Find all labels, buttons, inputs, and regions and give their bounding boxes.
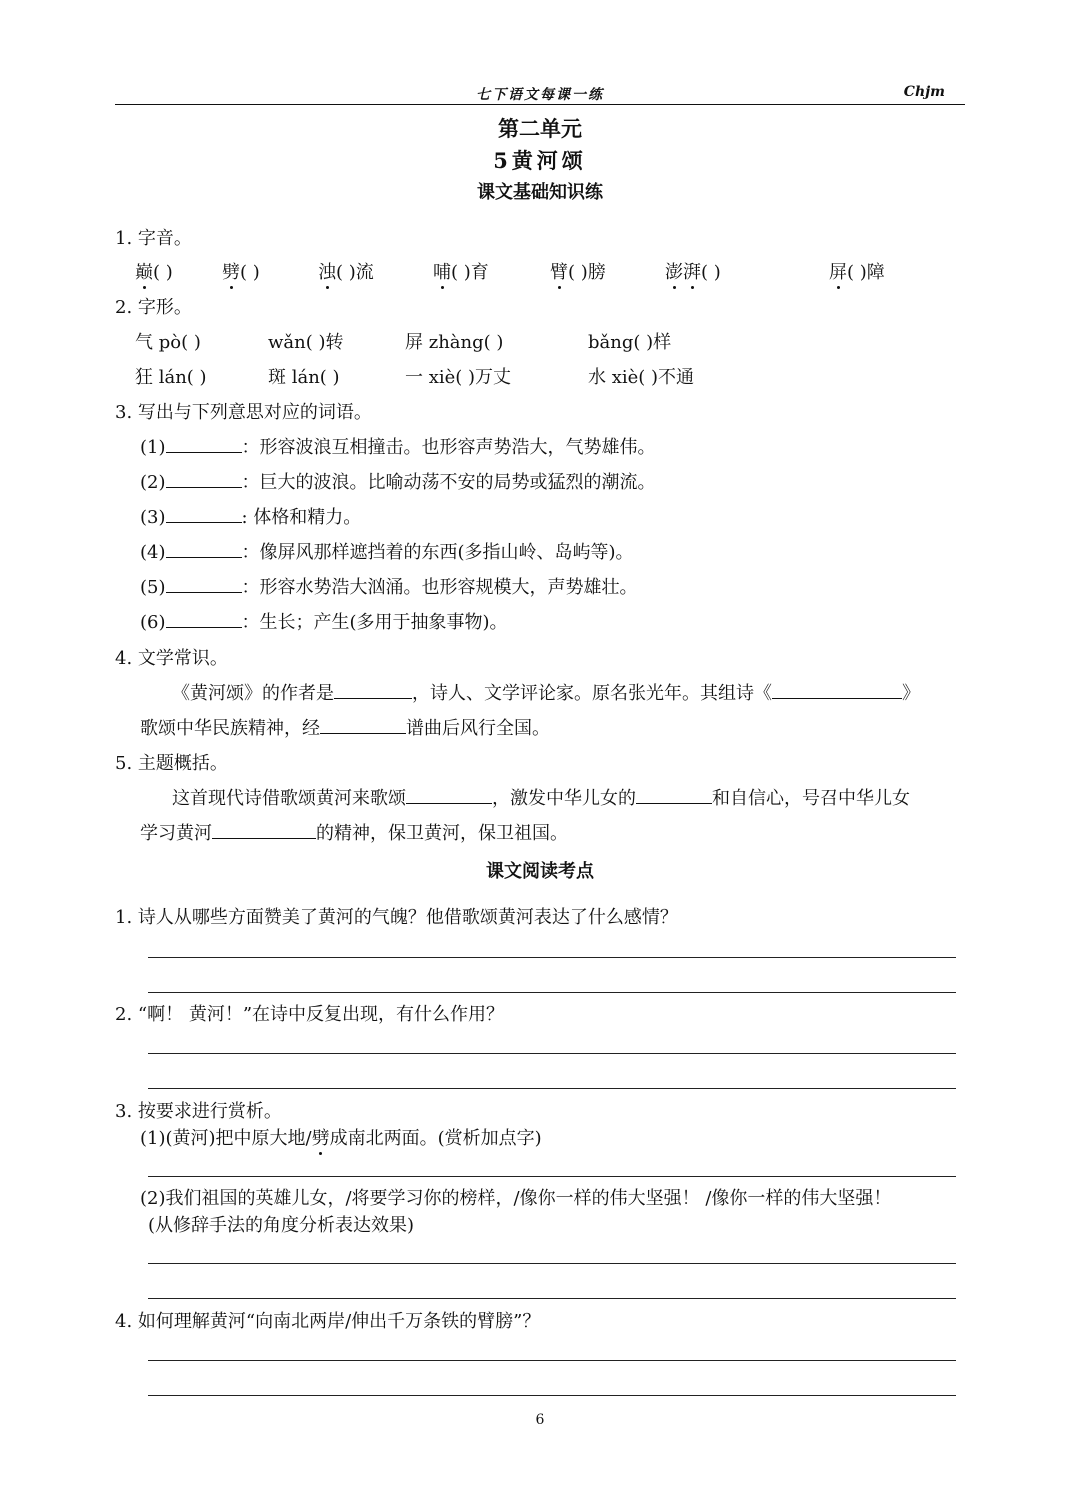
q4-line-2: 歌颂中华民族精神，经 谱曲后风行全国。 — [140, 718, 550, 739]
reading-q3-sub2: (2)我们祖国的英雄儿女，/将要学习你的榜样，/像你一样的伟大坚强！ /像你一样的伟大坚强！ — [140, 1188, 892, 1209]
q2-row2-item-3: 一 xiè( )万丈 — [405, 367, 512, 388]
reading-q1: 1. 诗人从哪些方面赞美了黄河的气魄？他借歌颂黄河表达了什么感情？ — [115, 907, 678, 928]
q3-item-3: (3) : 体格和精力。 — [140, 507, 362, 528]
reading-q4: 4. 如何理解黄河“向南北两岸/伸出千万条铁的臂膀”？ — [115, 1311, 541, 1332]
answer-line[interactable] — [148, 992, 956, 993]
q1-item-5: 臂( )膀 — [550, 262, 606, 283]
q1-item-1: 巅( ) — [135, 262, 173, 283]
q2-row1-item-2: wǎn( )转 — [268, 332, 344, 353]
answer-line[interactable] — [148, 1053, 956, 1054]
section-title-basics: 课文基础知识练 — [477, 182, 603, 203]
q1-item-2: 劈( ) — [222, 262, 260, 283]
answer-line[interactable] — [148, 1298, 956, 1299]
unit-title: 第二单元 — [498, 116, 582, 141]
q2-row1-item-3: 屏 zhàng( ) — [405, 332, 504, 353]
reading-q2: 2. “啊！ 黄河！”在诗中反复出现，有什么作用？ — [115, 1004, 505, 1025]
answer-line[interactable] — [148, 1176, 956, 1177]
answer-line[interactable] — [148, 1360, 956, 1361]
q2-row2-item-1: 狂 lán( ) — [135, 367, 207, 388]
q2-row2-item-4: 水 xiè( )不通 — [588, 367, 695, 388]
header-title: 七下语文每课一练 — [476, 87, 604, 103]
q1-item-6: 澎湃( ) — [665, 262, 721, 283]
reading-q3-sub1: (1)(黄河)把中原大地/劈成南北两面。(赏析加点字) — [140, 1128, 542, 1149]
answer-line[interactable] — [148, 1263, 956, 1264]
q3-item-1: (1) ：形容波浪互相撞击。也形容声势浩大，气势雄伟。 — [140, 437, 656, 458]
q2-label: 2. 字形。 — [115, 297, 192, 318]
header-mark: Chjm — [903, 84, 945, 100]
reading-q3-sub2-note: (从修辞手法的角度分析表达效果) — [148, 1215, 415, 1236]
q3-label: 3. 写出与下列意思对应的词语。 — [115, 402, 372, 423]
q4-label: 4. 文学常识。 — [115, 648, 228, 669]
q3-item-2: (2) ：巨大的波浪。比喻动荡不安的局势或猛烈的潮流。 — [140, 472, 656, 493]
q2-row2-item-2: 斑 lán( ) — [268, 367, 340, 388]
answer-line[interactable] — [148, 957, 956, 958]
answer-line[interactable] — [148, 1395, 956, 1396]
q1-item-4: 哺( )育 — [433, 262, 489, 283]
q5-line-2: 学习黄河 的精神，保卫黄河，保卫祖国。 — [140, 823, 568, 844]
q5-line-1: 这首现代诗借歌颂黄河来歌颂 ，激发中华儿女的 和自信心，号召中华儿女 — [172, 788, 910, 809]
q5-label: 5. 主题概括。 — [115, 753, 228, 774]
q2-row1-item-4: bǎng( )样 — [588, 332, 672, 353]
q4-line-1: 《黄河颂》的作者是 ，诗人、文学评论家。原名张光年。其组诗《 》 — [172, 683, 920, 704]
q1-label: 1. 字音。 — [115, 228, 192, 249]
section-title-reading: 课文阅读考点 — [486, 861, 594, 882]
reading-q3: 3. 按要求进行赏析。 — [115, 1101, 282, 1122]
q2-row1-item-1: 气 pò( ) — [135, 332, 201, 353]
answer-line[interactable] — [148, 1088, 956, 1089]
lesson-title: 5黄河颂 — [493, 148, 587, 173]
page-number: 6 — [535, 1412, 545, 1428]
q3-item-6: (6) ：生长；产生(多用于抽象事物)。 — [140, 612, 508, 633]
q1-item-3: 浊( )流 — [318, 262, 374, 283]
header-rule — [115, 104, 965, 105]
q3-item-5: (5) ：形容水势浩大汹涌。也形容规模大，声势雄壮。 — [140, 577, 638, 598]
q3-item-4: (4) ：像屏风那样遮挡着的东西(多指山岭、岛屿等)。 — [140, 542, 634, 563]
q1-item-7: 屏( )障 — [829, 262, 885, 283]
